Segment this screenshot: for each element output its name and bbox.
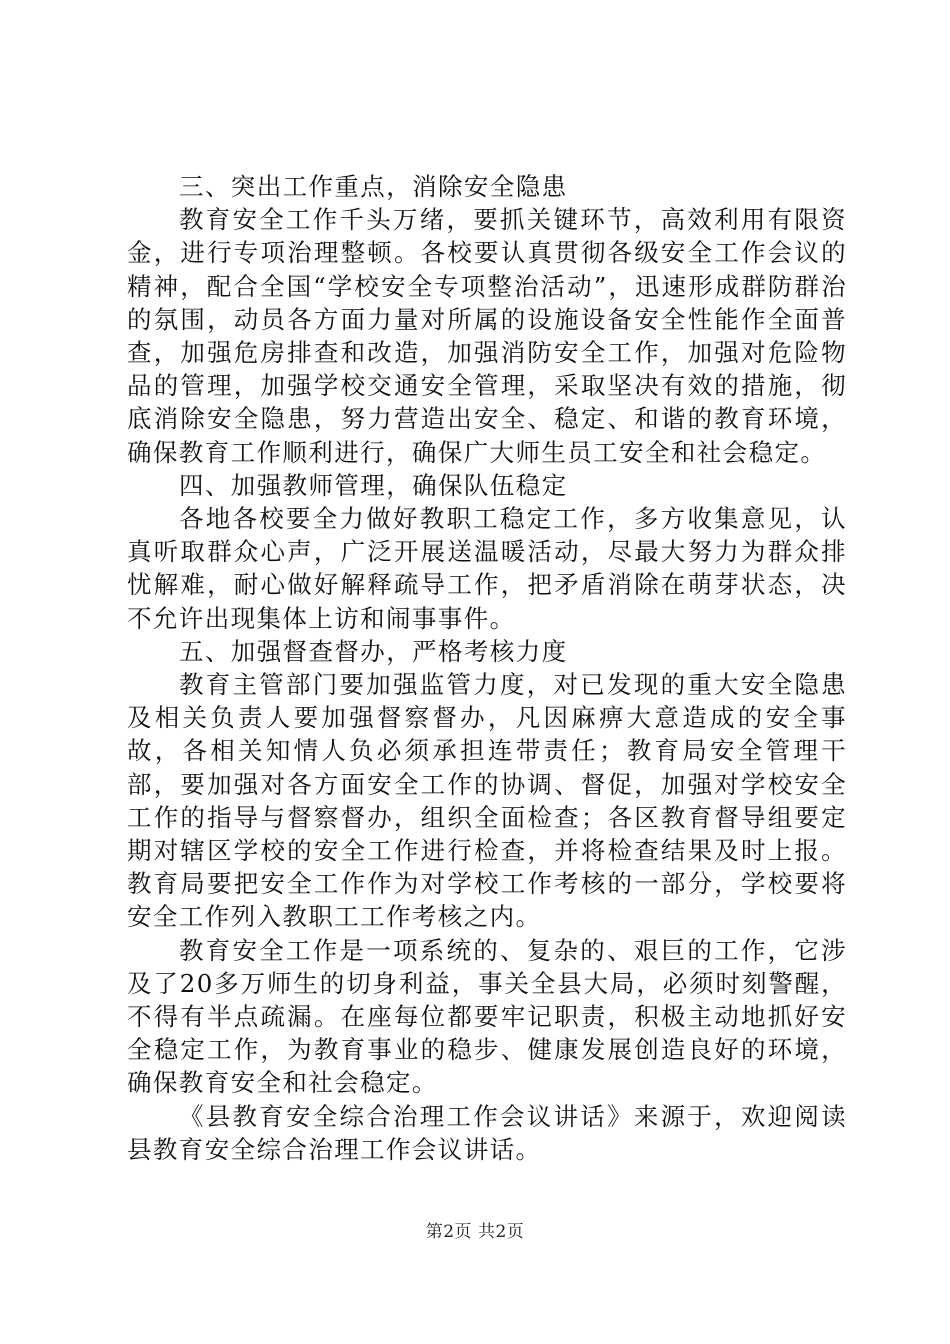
body-paragraph: 教育主管部门要加强监管力度，对已发现的重大安全隐患及相关负责人要加强督察督办，凡因麻痹大意造成的安全事故，各相关知情人负必须承担连带责任；教育局安全管理干部，要加强对各方面安全工作的协调、督促，加强对学校安全工作的指导与督察督办，组织全面检查；各区教育督导组要定期对辖区学校的安全工作进行检查，并将检查结果及时上报。教育局要把安全工作作为对学校工作考核的一部分，学校要将安全工作列入教职工工作考核之内。 bbox=[127, 670, 847, 932]
body-paragraph: 各地各校要全力做好教职工稳定工作，多方收集意见，认真听取群众心声，广泛开展送温暖活动，尽最大努力为群众排忧解难，耐心做好解释疏导工作，把矛盾消除在萌芽状态，决不允许出现集体上访和闹事事件。 bbox=[127, 504, 847, 633]
section-heading-4: 四、加强教师管理，确保队伍稳定 bbox=[179, 470, 568, 500]
body-paragraph: 教育安全工作千头万绪，要抓关键环节，高效利用有限资金，进行专项治理整顿。各校要认真贯彻各级安全工作会议的精神，配合全国“学校安全专项整治活动”，迅速形成群防群治的氛围，动员各方面力量对所属的设施设备安全性能作全面普查，加强危房排查和改造，加强消防安全工作，加强对危险物品的管理，加强学校交通安全管理，采取坚决有效的措施，彻底消除安全隐患，努力营造出安全、稳定、和谐的教育环境，确保教育工作顺利进行，确保广大师生员工安全和社会稳定。 bbox=[127, 205, 847, 467]
section-heading-5: 五、加强督查督办，严格考核力度 bbox=[179, 636, 568, 666]
source-note: 《县教育安全综合治理工作会议讲话》来源于，欢迎阅读县教育安全综合治理工作会议讲话。 bbox=[127, 1101, 847, 1164]
body-paragraph: 教育安全工作是一项系统的、复杂的、艰巨的工作，它涉及了20多万师生的切身利益，事关全县大局，必须时刻警醒，不得有半点疏漏。在座每位都要牢记职责，积极主动地抓好安全稳定工作，为教育事业的稳步、健康发展创造良好的环境，确保教育安全和社会稳定。 bbox=[127, 935, 847, 1098]
document-body bbox=[127, 170, 847, 1166]
page-footer: 第2页 共2页 bbox=[425, 1222, 525, 1242]
section-heading-3: 三、突出工作重点，消除安全隐患 bbox=[179, 172, 568, 201]
